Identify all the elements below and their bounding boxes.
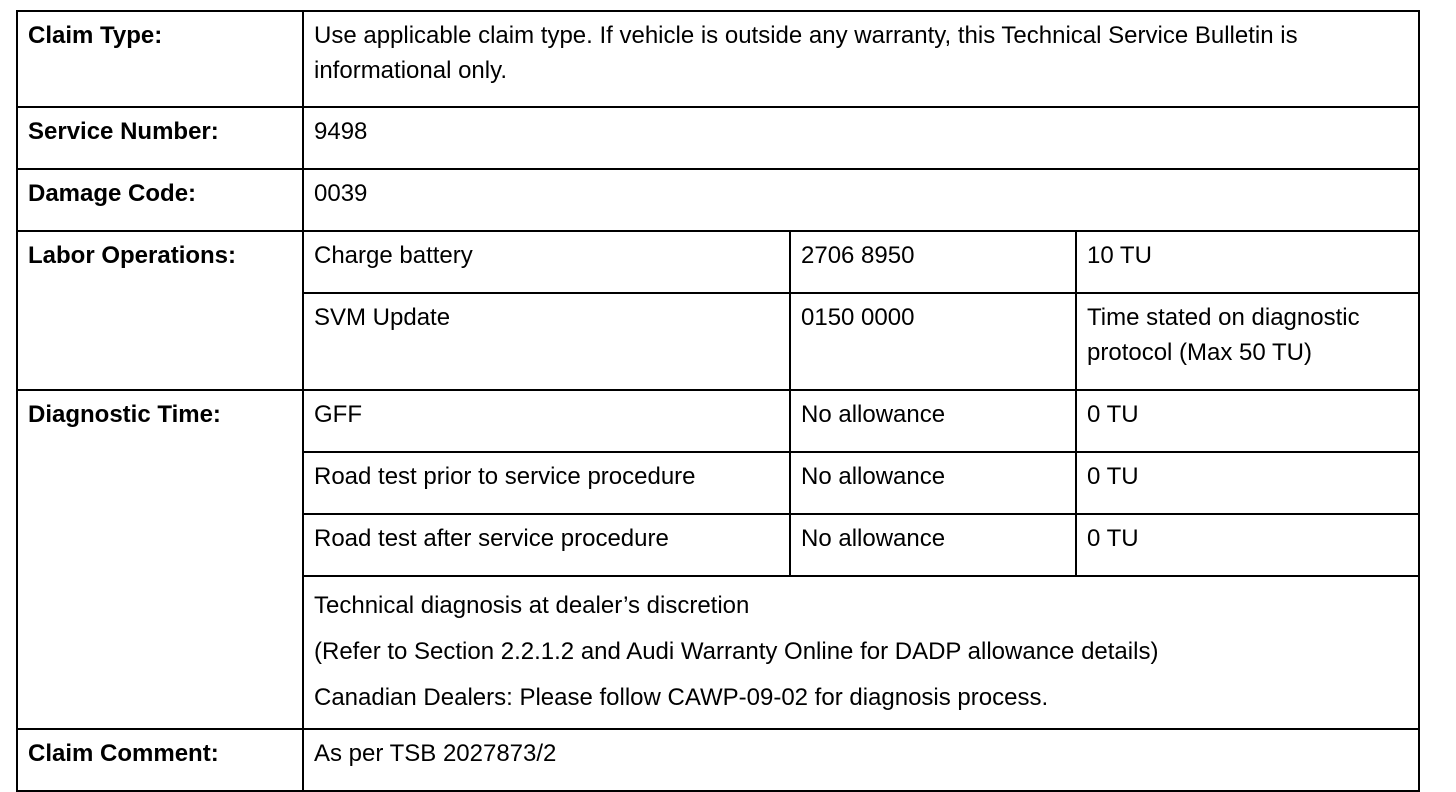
damage-code-row bbox=[17, 169, 1419, 231]
diagnostic-allowance: No allowance bbox=[790, 390, 1076, 452]
claim-type-label: Claim Type: bbox=[17, 11, 303, 107]
warranty-claim-table bbox=[16, 10, 1420, 792]
labor-operation-row bbox=[17, 231, 1419, 293]
damage-code-label: Damage Code: bbox=[17, 169, 303, 231]
service-number-row bbox=[17, 107, 1419, 169]
service-number-value: 9498 bbox=[303, 107, 1419, 169]
labor-operation-time: 10 TU bbox=[1076, 231, 1419, 293]
diagnostic-time-value: 0 TU bbox=[1076, 452, 1419, 514]
claim-type-row bbox=[17, 11, 1419, 107]
labor-operation-code: 0150 0000 bbox=[790, 293, 1076, 390]
diagnostic-note: Technical diagnosis at dealer’s discretion bbox=[314, 592, 750, 619]
claim-comment-row bbox=[17, 729, 1419, 791]
diagnostic-time-label: Diagnostic Time: bbox=[17, 390, 303, 729]
diagnostic-operation-name: Road test after service procedure bbox=[303, 514, 790, 576]
labor-operation-name: Charge battery bbox=[303, 231, 790, 293]
diagnostic-time-value: 0 TU bbox=[1076, 514, 1419, 576]
diagnostic-allowance: No allowance bbox=[790, 452, 1076, 514]
diagnostic-time-row bbox=[17, 390, 1419, 452]
diagnostic-allowance: No allowance bbox=[790, 514, 1076, 576]
labor-operation-name: SVM Update bbox=[303, 293, 790, 390]
diagnostic-operation-name: GFF bbox=[303, 390, 790, 452]
diagnostic-note: Canadian Dealers: Please follow CAWP-09-02 for diagnosis process. bbox=[314, 684, 1049, 711]
claim-comment-value: As per TSB 2027873/2 bbox=[303, 729, 1419, 791]
damage-code-value: 0039 bbox=[303, 169, 1419, 231]
diagnostic-operation-name: Road test prior to service procedure bbox=[303, 452, 790, 514]
diagnostic-time-value: 0 TU bbox=[1076, 390, 1419, 452]
labor-operations-label: Labor Operations: bbox=[17, 231, 303, 390]
diagnostic-notes bbox=[303, 576, 1419, 729]
diagnostic-note: (Refer to Section 2.2.1.2 and Audi Warranty Online for DADP allowance details) bbox=[314, 638, 1159, 665]
labor-operation-time: Time stated on diagnostic protocol (Max 50 TU) bbox=[1076, 293, 1419, 390]
labor-operation-code: 2706 8950 bbox=[790, 231, 1076, 293]
claim-comment-label: Claim Comment: bbox=[17, 729, 303, 791]
claim-type-value: Use applicable claim type. If vehicle is outside any warranty, this Technical Service Bulletin is informational only. bbox=[303, 11, 1419, 107]
service-number-label: Service Number: bbox=[17, 107, 303, 169]
